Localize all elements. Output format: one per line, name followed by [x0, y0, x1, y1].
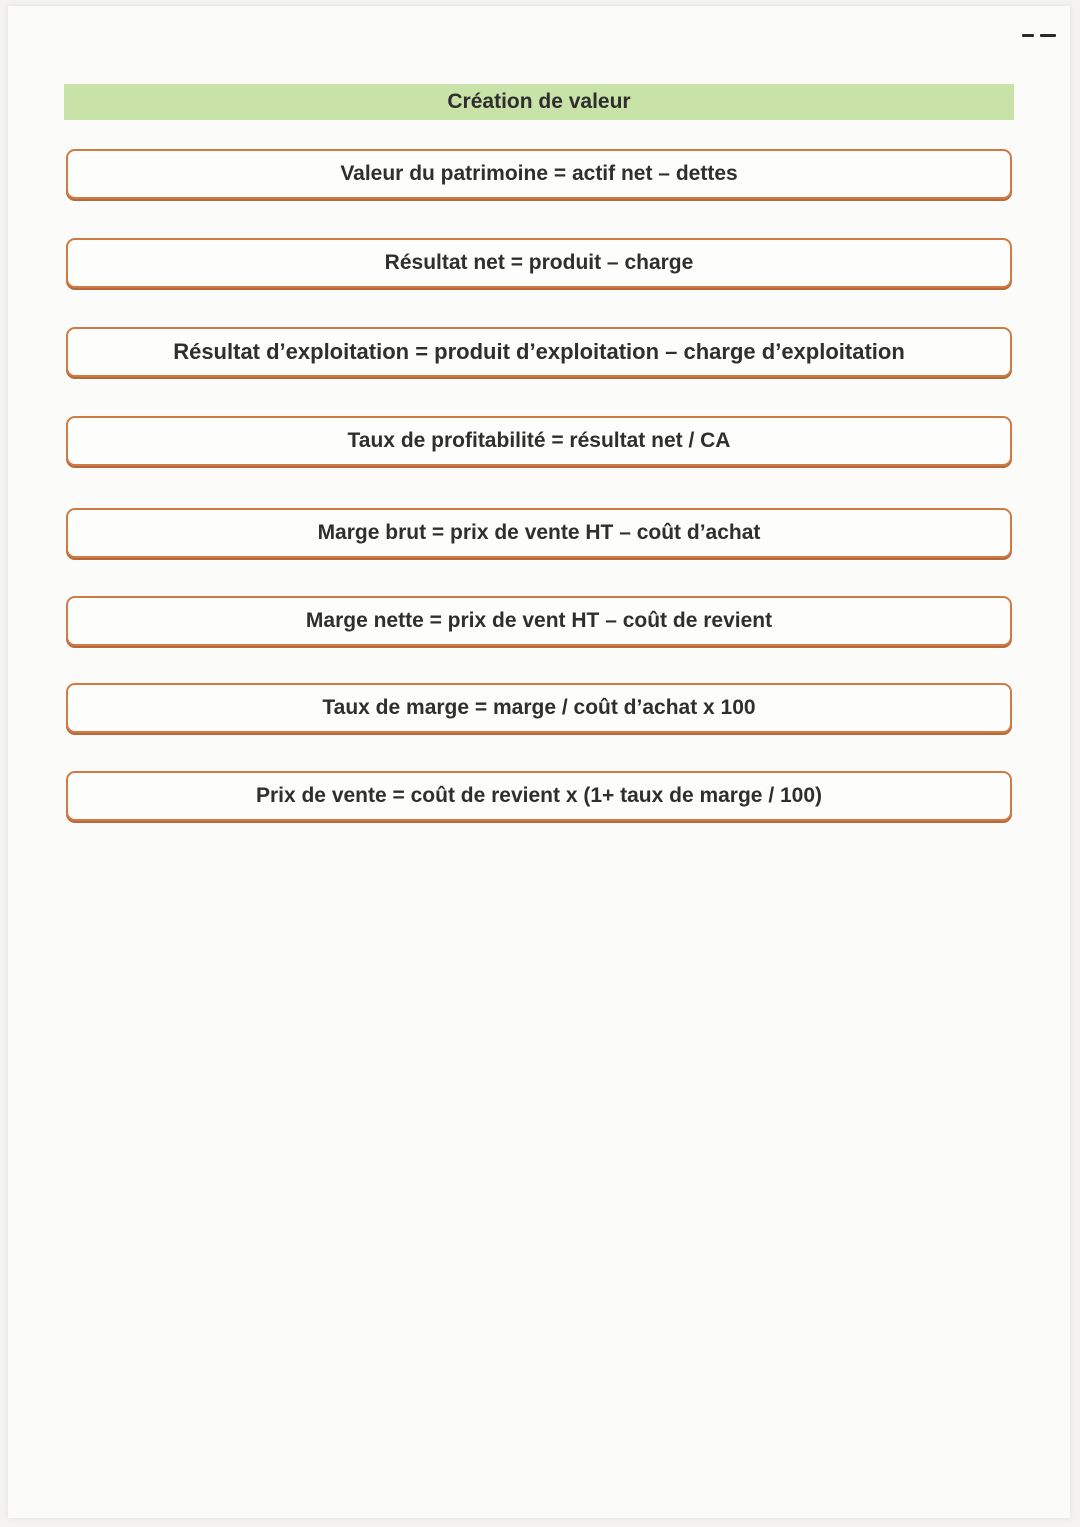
- formula-text: Résultat net = produit – charge: [384, 251, 694, 274]
- formula-text: Prix de vente = coût de revient x (1+ taux de marge / 100): [255, 784, 823, 807]
- formula-box-resultat-net: [66, 238, 1012, 288]
- document-page: [8, 6, 1070, 1518]
- section-title-text: Création de valeur: [447, 90, 631, 113]
- formula-text: Marge brut = prix de vente HT – coût d’achat: [317, 521, 761, 544]
- formula-box-marge-nette: [66, 596, 1012, 646]
- page-corner-mark: [1022, 32, 1056, 38]
- formula-box-taux-marge: [66, 683, 1012, 733]
- formula-text: Taux de profitabilité = résultat net / CA: [347, 429, 731, 452]
- formula-text: Valeur du patrimoine = actif net – dettes: [340, 162, 738, 185]
- section-title: [64, 84, 1014, 120]
- formula-box-valeur-patrimoine: [66, 149, 1012, 199]
- formula-box-prix-vente: [66, 771, 1012, 821]
- formula-box-marge-brut: [66, 508, 1012, 558]
- formula-box-taux-profitabilite: [66, 416, 1012, 466]
- formula-text: Marge nette = prix de vent HT – coût de revient: [305, 609, 773, 632]
- formula-box-resultat-exploitation: [66, 327, 1012, 377]
- formula-text: Résultat d’exploitation = produit d’exploitation – charge d’exploitation: [173, 339, 905, 364]
- formula-text: Taux de marge = marge / coût d’achat x 100: [322, 696, 756, 719]
